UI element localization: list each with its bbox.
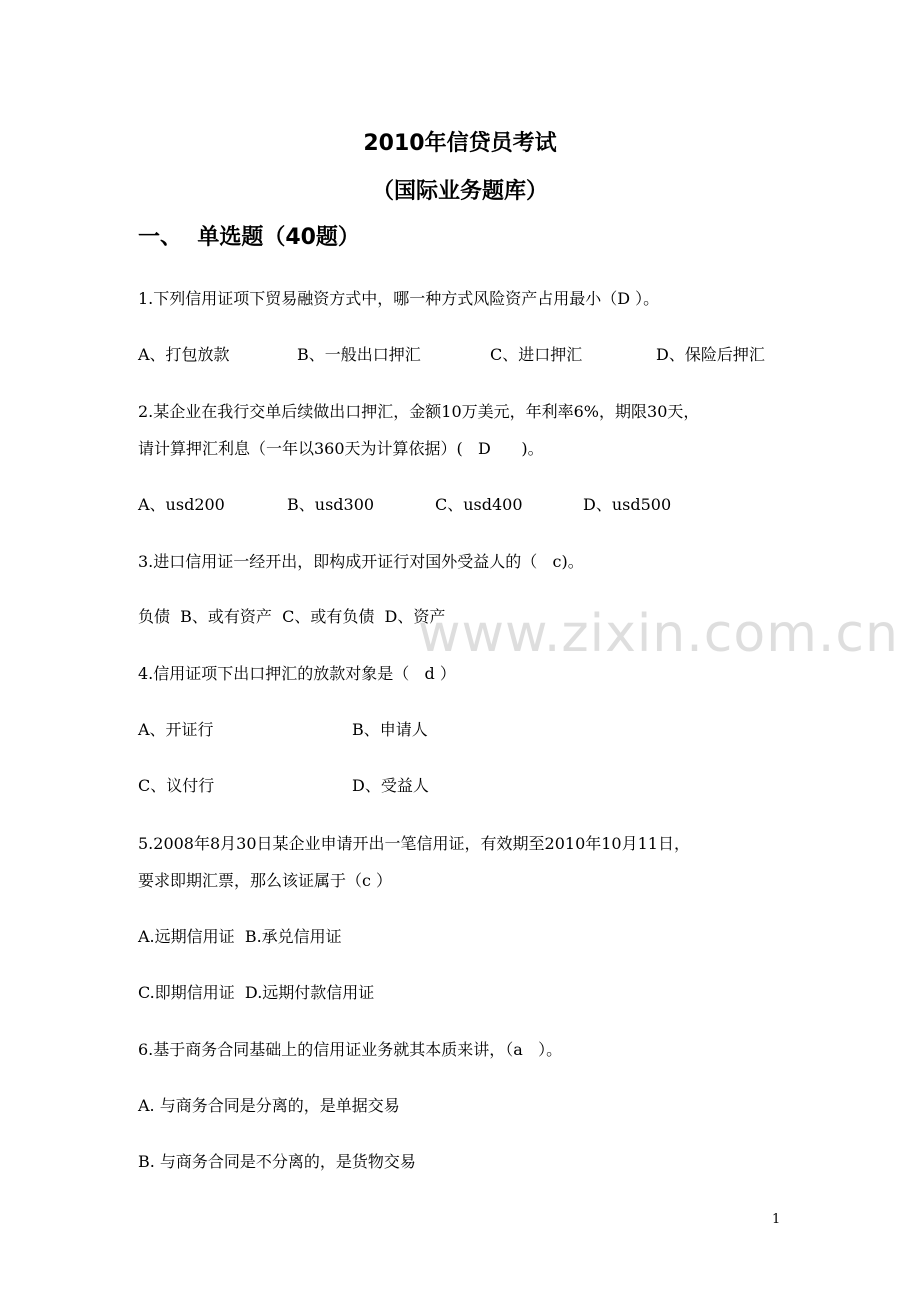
question-3-options: 负债 B、或有资产 C、或有负债 D、资产 (138, 607, 446, 626)
question-4-option-a: A、开证行 (138, 720, 214, 739)
watermark-text: www.zixin.com.cn (418, 604, 899, 664)
question-2-option-a: A、usd200 (138, 495, 225, 514)
question-5-text-line-2: 要求即期汇票，那么该证属于（c ） (138, 871, 393, 890)
question-4-option-c: C、议付行 (138, 776, 215, 795)
document-title: 2010年信贷员考试 (363, 131, 557, 156)
question-6-option-a: A. 与商务合同是分离的，是单据交易 (138, 1096, 400, 1115)
question-3-text: 3.进口信用证一经开出，即构成开证行对国外受益人的（ c)。 (138, 552, 584, 571)
question-1-text: 1.下列信用证项下贸易融资方式中，哪一种方式风险资产占用最小（D ）。 (138, 289, 660, 308)
page-number: 1 (772, 1212, 781, 1227)
question-2-option-d: D、usd500 (583, 495, 672, 514)
question-1-option-b: B、一般出口押汇 (297, 345, 421, 364)
question-5-text-line-1: 5.2008年8月30日某企业申请开出一笔信用证，有效期至2010年10月11日， (138, 834, 690, 853)
question-4-text: 4.信用证项下出口押汇的放款对象是（ d ） (138, 664, 456, 683)
question-1-option-c: C、进口押汇 (490, 345, 583, 364)
question-6-option-b: B. 与商务合同是不分离的，是货物交易 (138, 1152, 416, 1171)
question-4-option-d: D、受益人 (352, 776, 429, 795)
question-5-options-line-2: C.即期信用证 D.远期付款信用证 (138, 983, 375, 1002)
question-2-option-c: C、usd400 (435, 495, 523, 514)
question-2-option-b: B、usd300 (287, 495, 375, 514)
question-2-text-line-1: 2.某企业在我行交单后续做出口押汇，金额10万美元，年利率6%，期限30天， (138, 402, 700, 421)
question-1-option-a: A、打包放款 (138, 345, 230, 364)
question-1-option-d: D、保险后押汇 (656, 345, 765, 364)
document-subtitle: （国际业务题库） (371, 179, 548, 204)
question-4-option-b: B、申请人 (352, 720, 428, 739)
question-5-options-line-1: A.远期信用证 B.承兑信用证 (138, 927, 342, 946)
question-6-text: 6.基于商务合同基础上的信用证业务就其本质来讲，（a ）。 (138, 1040, 563, 1059)
section-heading: 一、 单选题（40题） (138, 225, 360, 250)
question-2-text-line-2: 请计算押汇利息（一年以360天为计算依据）( D )。 (138, 439, 544, 458)
